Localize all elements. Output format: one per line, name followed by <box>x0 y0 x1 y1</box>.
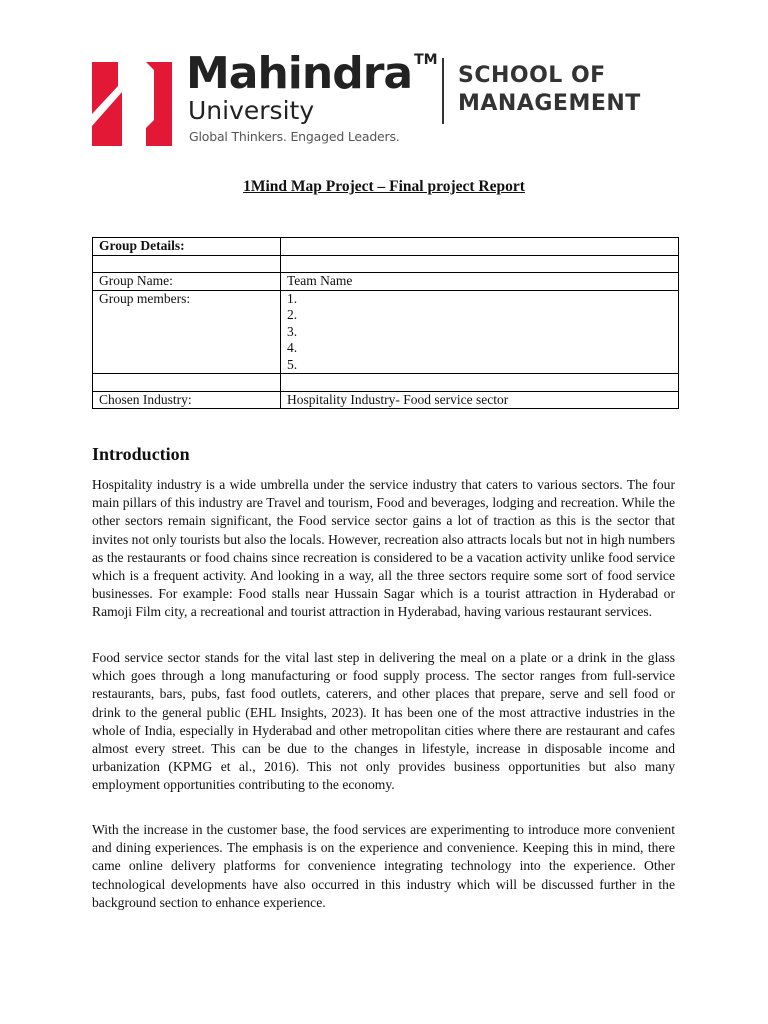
logo-university: University <box>188 96 315 125</box>
group-details-header: Group Details: <box>93 238 281 256</box>
introduction-paragraph: With the increase in the customer base, the food services are experimenting to introduce more convenient and dining experiences. The emphasis is on the experience and convenience. Keeping this in mind, there came online delivery platforms for convenience integrating technology into the experience. Other technological developments have also occurred in this industry which will be discussed further in the background section to enhance experience. <box>92 822 675 910</box>
group-details-table <box>92 237 679 409</box>
group-name-value: Team Name <box>281 273 679 291</box>
group-members-list <box>281 290 679 374</box>
table-row <box>93 255 679 273</box>
chosen-industry-label: Chosen Industry: <box>93 391 281 409</box>
member-item: 4. <box>287 340 298 355</box>
introduction-paragraph: Hospitality industry is a wide umbrella under the service industry that caters to various sectors. The four main pillars of this industry are Travel and tourism, Food and beverages, lodging and recreation. While the other sectors remain significant, the Food service sector gains a lot of traction as this is the sector that invites not only tourists but also the locals. However, recreation also attracts locals but not in high numbers as the restaurants or food chains since recreation is considered to be a vacation activity unlike food service which is a frequent activity. And looking in a way, all the three sectors require some sort of food service businesses. For example: Food stalls near Hussain Sagar which is a tourist attraction in Hyderabad or Ramoji Film city, a recreational and tourist attraction in Hyderabad, having various restaurant services. <box>92 477 675 620</box>
group-members-label: Group members: <box>93 290 281 374</box>
member-item: 1. <box>287 290 298 306</box>
table-row <box>93 391 679 409</box>
mahindra-logo-mark-icon <box>92 62 172 146</box>
table-row <box>93 273 679 291</box>
chosen-industry-value: Hospitality Industry- Food service sector <box>281 391 679 409</box>
table-cell <box>93 374 281 392</box>
table-cell <box>281 374 679 392</box>
school-name: SCHOOL OF MANAGEMENT <box>458 63 641 116</box>
university-logo <box>92 48 692 150</box>
table-cell <box>281 255 679 273</box>
document-title: 1Mind Map Project – Final project Report <box>243 178 525 195</box>
table-row <box>93 238 679 256</box>
table-row <box>93 290 679 374</box>
member-item: 2. <box>287 307 298 322</box>
introduction-paragraph: Food service sector stands for the vital last step in delivering the meal on a plate or a drink in the glass which goes through a long manufacturing or food supply process. The sector ranges from full-service restaurants, bars, pubs, fast food outlets, caterers, and other places that prepare, serve and sell food or drink to the general public (EHL Insights, 2023). It has been one of the most attractive industries in the whole of India, especially in Hyderabad and other metropolitan cities where there are restaurant and cafes almost every street. This can be due to the changes in lifestyle, increase in disposable income and urbanization (KPMG et al., 2016). This not only provides business opportunities but also many employment opportunities contributing to the economy. <box>92 650 675 793</box>
logo-name: Mahindra ™ <box>186 48 438 99</box>
table-row <box>93 374 679 392</box>
table-cell <box>281 238 679 256</box>
group-name-label: Group Name: <box>93 273 281 291</box>
table-cell <box>93 255 281 273</box>
member-item: 5. <box>287 356 298 372</box>
logo-divider <box>442 58 444 124</box>
logo-tagline: Global Thinkers. Engaged Leaders. <box>189 129 400 144</box>
member-item: 3. <box>287 323 298 339</box>
introduction-heading: Introduction <box>92 444 190 464</box>
